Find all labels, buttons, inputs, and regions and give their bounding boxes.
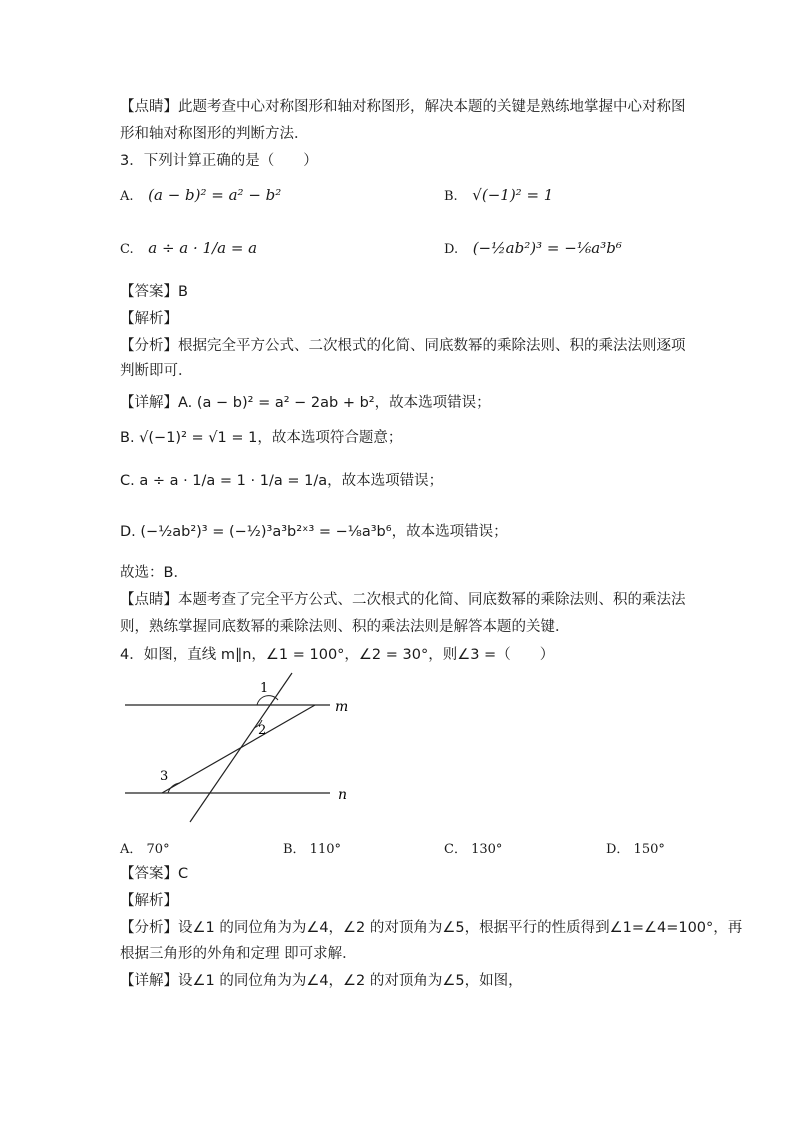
question-4: 4．如图，直线 m∥n，∠1 = 100°，∠2 = 30°，则∠3 =（ ） bbox=[120, 647, 555, 663]
detail-b: B. √(−1)² = √1 = 1，故本选项符合题意； bbox=[120, 430, 403, 446]
option-d bbox=[444, 238, 622, 260]
option-a bbox=[120, 185, 281, 207]
detail-paragraph-2: 【详解】设∠1 的同位角为为∠4，∠2 的对顶角为∠5，如图， bbox=[120, 973, 523, 989]
angle-1-label: 1 bbox=[260, 681, 269, 696]
q4-option-a: A． 70° bbox=[120, 842, 170, 857]
analysis-heading-2: 【解析】 bbox=[120, 893, 178, 909]
option-c-expression: a ÷ a · 1/a = a bbox=[148, 239, 258, 257]
question-3: 3．下列计算正确的是（ ） bbox=[120, 153, 318, 169]
option-a-label: A. bbox=[120, 189, 134, 204]
line-m-label: m bbox=[335, 699, 349, 715]
comment-paragraph-2: 【点睛】本题考查了完全平方公式、二次根式的化简、同底数幂的乘除法则、积的乘法法 bbox=[120, 592, 686, 608]
angle-2-label: 2 bbox=[258, 723, 267, 738]
option-c bbox=[120, 238, 257, 260]
comment-paragraph-2-cont: 则，熟练掌握同底数幂的乘除法则、积的乘法法则是解答本题的关键． bbox=[120, 619, 570, 635]
q4-option-c: C． 130° bbox=[444, 842, 503, 857]
detail-c: C. a ÷ a · 1/a = 1 · 1/a = 1/a，故本选项错误； bbox=[120, 473, 444, 489]
option-b bbox=[444, 185, 553, 207]
answer-label-2: 【答案】C bbox=[120, 866, 189, 882]
option-c-label: C. bbox=[120, 242, 134, 257]
q4-option-b: B． 110° bbox=[283, 842, 341, 857]
analysis-paragraph-2-cont: 根据三角形的外角和定理 即可求解． bbox=[120, 946, 357, 962]
answer-label: 【答案】B bbox=[120, 284, 188, 300]
detail-a: 【详解】A. (a − b)² = a² − 2ab + b²，故本选项错误； bbox=[120, 395, 491, 411]
angle-3-label: 3 bbox=[160, 769, 169, 784]
analysis-paragraph: 【分析】根据完全平方公式、二次根式的化简、同底数幂的乘除法则、积的乘法法则逐项 bbox=[120, 338, 686, 354]
option-a-expression: (a − b)² = a² − b² bbox=[148, 186, 282, 204]
line-n-label: n bbox=[338, 787, 348, 803]
slanted-line bbox=[162, 705, 315, 793]
option-d-label: D. bbox=[444, 242, 459, 257]
comment-paragraph-cont: 形和轴对称图形的判断方法． bbox=[120, 126, 309, 142]
option-b-label: B. bbox=[444, 189, 458, 204]
analysis-paragraph-2: 【分析】设∠1 的同位角为为∠4，∠2 的对顶角为∠5，根据平行的性质得到∠1=∠4=100°，再 bbox=[120, 920, 743, 936]
analysis-paragraph-cont: 判断即可． bbox=[120, 363, 193, 379]
analysis-heading: 【解析】 bbox=[120, 311, 178, 327]
q4-option-d: D． 150° bbox=[606, 842, 665, 857]
comment-paragraph: 【点睛】此题考查中心对称图形和轴对称图形，解决本题的关键是熟练地掌握中心对称图 bbox=[120, 99, 686, 115]
option-d-expression: (−½ab²)³ = −⅙a³b⁶ bbox=[472, 239, 622, 257]
option-b-expression: √(−1)² = 1 bbox=[472, 186, 554, 204]
detail-d: D. (−½ab²)³ = (−½)³a³b²ˣ³ = −⅛a³b⁶，故本选项错误； bbox=[120, 524, 508, 540]
choice-statement: 故选：B． bbox=[120, 565, 188, 581]
angle-1-arc bbox=[257, 696, 278, 705]
parallel-lines-figure bbox=[120, 670, 360, 830]
